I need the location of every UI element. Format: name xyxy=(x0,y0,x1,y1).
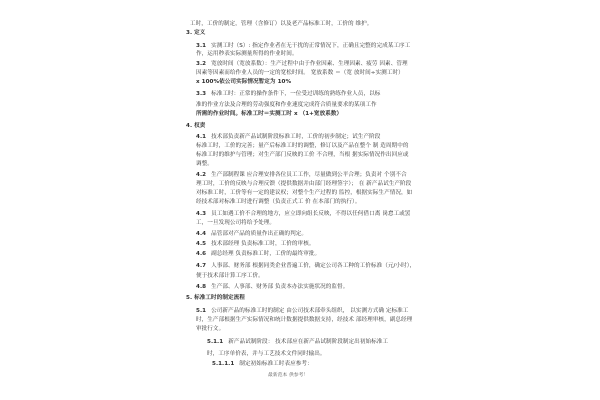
text-line: 时，生产部根据生产实际情况和统计数据提供数据支持，经技术 部经理审核，副总经理 xyxy=(196,317,413,323)
responsibility-4-7 xyxy=(196,263,415,270)
responsibility-4-4 xyxy=(196,231,307,238)
responsibility-4-3 xyxy=(196,211,410,218)
item-number: 4.1 xyxy=(196,134,207,140)
section-heading-procedure: 5. 标准工时的制定流程 xyxy=(186,295,245,301)
text-line: 副总经理 负责标准工时，工价的最终审批。 xyxy=(211,251,321,257)
responsibility-4-8 xyxy=(196,284,348,291)
text-line: 标准工时：正常的操作条件下，一位受过训练的熟练作业人员，以标 xyxy=(211,91,381,97)
definition-3-2 xyxy=(196,61,408,68)
item-number: 4.5 xyxy=(196,241,207,247)
item-number: 4.3 xyxy=(196,211,207,217)
procedure-5-1 xyxy=(196,308,408,315)
section-heading-definitions: 3. 定义 xyxy=(186,30,206,36)
page-footer: 最新范本 供参考！ xyxy=(268,373,309,378)
item-number: 5.1 xyxy=(196,308,207,314)
section-heading-responsibilities: 4. 权责 xyxy=(186,123,206,129)
item-number: 4.8 xyxy=(196,284,207,290)
text-line: 因素等因素而给作业人员的一定的宽松时间。 宽放系数 ＝（宽 放时间÷实测工时） xyxy=(196,70,404,76)
text-line: 新产品试制阶段： 技术部应在新产品试制阶段制定出初始标准工 xyxy=(228,339,389,345)
responsibility-4-2 xyxy=(196,172,407,179)
procedure-5-1-1 xyxy=(207,339,388,346)
text-line: 所需的作业时间。标准工时＝实测工时 x （1+宽放系数） xyxy=(196,111,343,117)
item-number: 3.1 xyxy=(196,43,207,49)
text-line: 便于技术部计算工序工价。 xyxy=(196,273,264,279)
text-line: 品管部对产品的质量作出正确的判定。 xyxy=(211,231,308,237)
definition-3-1 xyxy=(196,43,410,50)
text-line: 工，一旦发现公司将给予处理。 xyxy=(196,220,276,226)
text-line: 经技术部对标准工时进行调整（负责正式工 价 在本部门的执行）。 xyxy=(196,199,361,205)
definition-3-3 xyxy=(196,91,380,98)
text-line: 时，工序单价表，并与工艺技术文件同时输出。 xyxy=(207,351,326,357)
item-number: 3.2 xyxy=(196,61,207,67)
item-number: 4.7 xyxy=(196,263,207,269)
text-line: 对标准工时，工价等有一定的建议权；对整个生产过程的 监控，根据实际生产情况，如 xyxy=(196,190,413,196)
text-line: 作，运用秒表实际测量所得的作业时间。 xyxy=(196,51,298,57)
item-number: 4.6 xyxy=(196,251,207,257)
text-line: x 100%依公司实际情况暂定为 10% xyxy=(196,79,292,85)
text-line: 准的作业方法及合理的劳动强度和作业速度完成符合质量要求的某项工作 xyxy=(196,102,377,108)
text-line: 生产部制程课 应合理安排各位员工工作，尽量做到公平合理；负责对 个别不合 xyxy=(211,172,407,178)
responsibility-4-1 xyxy=(196,134,380,141)
text-line: 宽放时间（宽放系数）：生产过程中由于作业因素、生理因素、疲劳 因素、管理 xyxy=(211,61,408,67)
item-number: 3.3 xyxy=(196,91,207,97)
text-line: 审批行文。 xyxy=(196,326,225,332)
item-number: 5.1.1 xyxy=(207,339,224,345)
item-number: 4.4 xyxy=(196,231,207,237)
text-line: 实测工时（S）: 指定作业者在无干扰的正常情况下，正确且完整的完成某工序工 xyxy=(211,43,411,49)
text-line: 公司新产品的标准工时的制定 由公司技术部牵头组织， 以实测方式确 定标准工 xyxy=(211,308,409,314)
text-line: 制定初始标准工时表应参考： xyxy=(239,361,313,367)
text-line: 人事部、财务部 根据同类企业普遍工价，确定公司各工种的工价标准（元/小时）， xyxy=(211,263,416,269)
text-line: 技术部负责新产品试制阶段标准工时，工价的初步制定；试生产阶段 xyxy=(211,134,381,140)
text-line: 调整。 xyxy=(196,161,213,167)
text-line: 生产部、人事部、财务部 负责本办法实施状况的监督。 xyxy=(211,284,349,290)
item-number: 4.2 xyxy=(196,172,207,178)
text-line: 理工时，工价的反映与合理反馈（提供数据并由部门经理签字）； 在 新产品试生产阶段 xyxy=(196,181,412,187)
item-number: 5.1.1.1 xyxy=(212,361,235,367)
responsibility-4-5 xyxy=(196,241,314,248)
text-line: 标准工时的维护与管理；对生产部门反映的工价 不合理，当根 据实际情况作出回应或 xyxy=(196,152,409,158)
text-line: 标准工时，工价的完善；量产后标准工时的调整，修订以及产品在整个 制 造周期中的 xyxy=(196,143,409,149)
text-line: 工时，工价的制定，管理（含修订）以及老产品标准工时，工价的 维护。 xyxy=(190,21,373,27)
text-line: 员工如遇工价不合理的地方，应立即向组长反映，不得以任何借口离 岗怠工或罢 xyxy=(211,211,411,217)
responsibility-4-6 xyxy=(196,251,320,258)
procedure-5-1-1-1 xyxy=(212,361,313,368)
text-line: 技术部经理 负责标准工时，工价的审核。 xyxy=(211,241,315,247)
